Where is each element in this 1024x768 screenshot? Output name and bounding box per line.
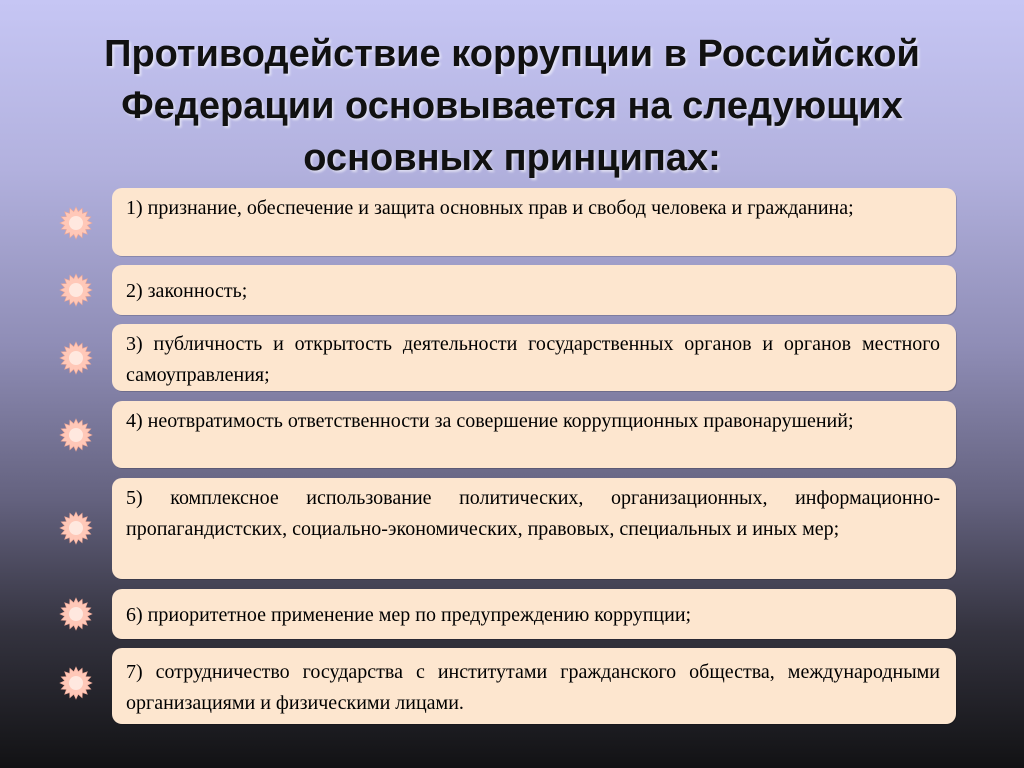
- bullet-starburst-icon: [59, 341, 93, 375]
- principle-item: 2) законность;: [112, 265, 956, 315]
- principle-item: 3) публичность и открытость деятельности государственных органов и органов местного самоуправления;: [112, 324, 956, 391]
- principle-item: 7) сотрудничество государства с институтами гражданского общества, международными организациями и физическими лицами.: [112, 648, 956, 724]
- bullet-starburst-icon: [59, 273, 93, 307]
- bullet-starburst-icon: [59, 418, 93, 452]
- bullet-starburst-icon: [59, 206, 93, 240]
- principle-item: 4) неотвратимость ответственности за совершение коррупционных правонарушений;: [112, 401, 956, 468]
- slide-title: Противодействие коррупции в Российской Федерации основывается на следующих основных принципах:: [104, 33, 920, 179]
- principle-item: 5) комплексное использование политических, организационных, информационно-пропагандистских, социально-экономических, правовых, специальных и иных мер;: [112, 478, 956, 579]
- principle-item: 1) признание, обеспечение и защита основных прав и свобод человека и гражданина;: [112, 188, 956, 256]
- bullet-starburst-icon: [59, 597, 93, 631]
- principle-item: 6) приоритетное применение мер по предупреждению коррупции;: [112, 589, 956, 639]
- bullet-starburst-icon: [59, 666, 93, 700]
- bullet-starburst-icon: [59, 511, 93, 545]
